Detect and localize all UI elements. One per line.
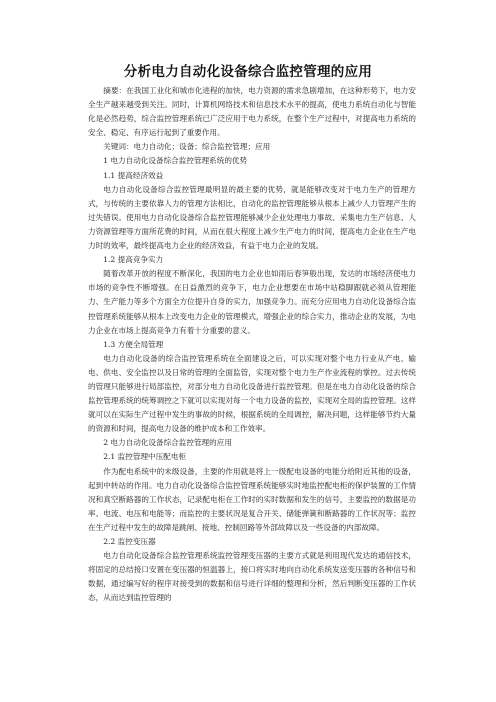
paragraph-1-3: 电力自动化设备的综合监控管理系统在全面建设之后，可以实现对整个电力行业从产电、输电、供电、安全监控以及日常的管理的全面监管，实现对整个电力生产作业流程的掌控。过去传统的管理只能够进行局部监控，对部分电力自动化设备进行监控管理。但是在电力自动化设备的综合监控管理系统的统筹调控之下就可以实现对每一个电力设备的监控，实现对全局的监控管理。这样就可以在实际生产过程中发生的事故的时候，根据系统的全局调控，解决问题，这样能够节约大量的资源和时间，提高电力设备的维护成本和工作效率。: [88, 353, 416, 434]
subsection-heading-1-2: 1.2 提高竞争实力: [103, 255, 164, 265]
subsection-heading-1-1: 1.1 提高经济效益: [103, 170, 164, 180]
paragraph-2-2: 电力自动化设备综合监控管理系统监控管理变压器的主要方式就是利用现代发达的通信技术，将固定的总结接口安置在变压器的恒温器上，接口将实时地向自动化系统发送变压器的各种信号和数据，通过编写好的程序对接受到的数据和信号进行详细的整理和分析，然后判断变压器的工作状态，从而达到监控管理的: [88, 551, 416, 603]
paper-body: [88, 84, 416, 605]
abstract: 摘要：在我国工业化和城市化进程的加快，电力资源的需求急剧增加，在这种形势下，电力安全生产越来越受到关注。同时，计算机网络技术和信息技术水平的提高，使电力系统自动化与智能化是必然趋势，综合监控管理系统已广泛应用于电力系统，在整个生产过程中，对提高电力系统的安全、稳定、有序运行起到了重要作用。: [88, 86, 416, 138]
subsection-heading-2-1: 2.1 监控管理中压配电柜: [103, 452, 187, 462]
section-heading-2: 2 电力自动化设备综合监控管理的应用: [103, 438, 232, 448]
section-heading-1: 1 电力自动化设备综合监控管理系统的优势: [103, 156, 248, 166]
subsection-heading-1-3: 1.3 方便全局管理: [103, 339, 164, 349]
paragraph-1-2: 随着改革开放的程度不断深化，我国的电力企业也如雨后春笋般出现，发达的市场经济使电力市场的竞争性不断增强。在日益激烈的竞争下，电力企业想要在市场中站稳脚跟就必须从管理能力、生产能力等多个方面全方位提升自身的实力，加强竞争力。而充分应用电力自动化设备综合监控管理系统能够从根本上改变电力企业的管理模式，增强企业的综合实力，推动企业的发展，为电力企业在市场上提高竞争力有着十分重要的意义。: [88, 269, 416, 335]
keywords: 关键词：电力自动化；设备；综合监控管理；应用: [103, 142, 271, 152]
paper-title: 分析电力自动化设备综合监控管理的应用: [123, 64, 373, 80]
paragraph-1-1: 电力自动化设备综合监控管理最明显的最主要的优势，就是能够改变对于电力生产的管理方式，与传统的主要依靠人力的管理方法相比，自动化的监控管理能够从根本上减少人力管理产生的过失错误。使用电力自动化设备综合监控管理能够减少企业处理电力事故、采集电力生产信息、人力资源管理等方面所花费的时间，从而在很大程度上减少生产电力的时间，提高电力企业在生产电力时的效率，最终提高电力企业的经济效益，有益于电力企业的发展。: [88, 184, 416, 251]
subsection-heading-2-2: 2.2 监控变压器: [103, 537, 156, 546]
paragraph-2-1: 作为配电系统中的末级设备，主要的作用就是将上一级配电设备的电能分给附近其他的设备，起到中转站的作用。电力自动化设备综合监控管理系统能够实时地监控配电柜的保护装置的工作情况和真空断路器的工作状态，记录配电柜在工作时的实时数据和发生的信号，主要监控的数据是功率、电流、电压和电能等；而监控的主要状况是复合开关、储能弹簧和断路器的工作状况等；监控在生产过程中发生的故障是跳闸、接地、控制回路等外部故障以及一些设备的内部故障。: [88, 466, 416, 532]
